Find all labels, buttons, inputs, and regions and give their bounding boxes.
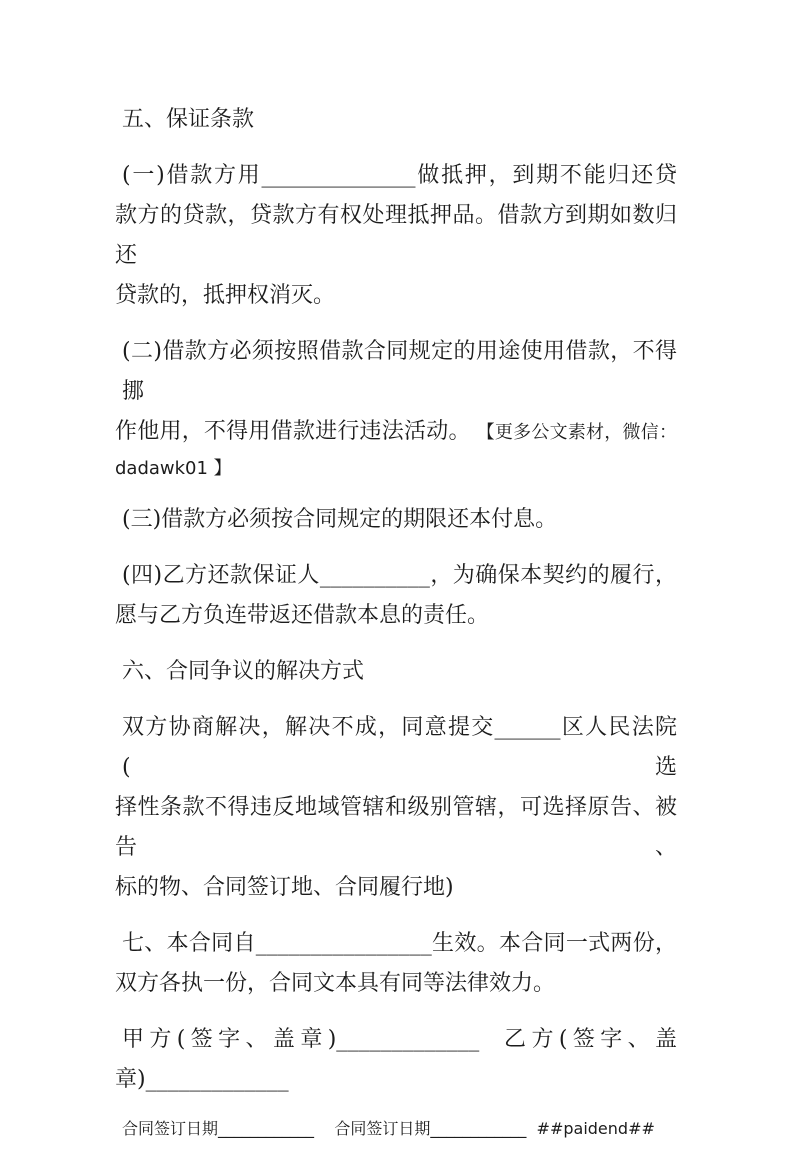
text-segment: 甲方(签字、盖章)_____________ 乙方(签字、盖 (122, 1027, 677, 1052)
document-line (115, 453, 677, 484)
document-line (115, 964, 677, 1004)
text-segment: (四)乙方还款保证人__________，为确保本契约的履行， (122, 563, 677, 588)
text-segment: 择性条款不得违反地域管辖和级别管辖，可选择原告、被告、 (115, 795, 677, 860)
text-segment: (一)借款方用______________做抵押，到期不能归还贷 (122, 163, 677, 188)
document-line (115, 924, 677, 964)
document-line (115, 1060, 677, 1100)
text-segment: 合同签订日期____________ (314, 1119, 527, 1138)
document-line (115, 1020, 677, 1060)
clause-6-body (115, 708, 677, 908)
text-segment: (三)借款方必须按合同规定的期限还本付息。 (122, 507, 558, 532)
clause-5-item-3 (115, 500, 677, 540)
clause-5-item-4 (115, 556, 677, 636)
document-line (115, 708, 677, 788)
document-line (115, 788, 677, 868)
clause-5-item-2 (115, 332, 677, 484)
clause-6-heading (115, 652, 677, 692)
text-segment: 五、保证条款 (122, 107, 255, 132)
clause-5-heading (115, 100, 677, 140)
text-segment: 标的物、合同签订地、合同履行地) (115, 875, 454, 900)
document-line (115, 412, 677, 453)
text-segment: 六、合同争议的解决方式 (122, 659, 365, 684)
text-segment: 七、本合同自________________生效。本合同一式两份， (122, 931, 677, 956)
document-line (115, 1116, 677, 1141)
document-line (115, 556, 677, 596)
document-line (115, 868, 677, 908)
document-line (115, 596, 677, 636)
document-line (115, 156, 677, 196)
document-line (115, 276, 677, 316)
text-segment: 章)_____________ (115, 1067, 289, 1092)
text-segment: 作他用，不得用借款进行违法活动。 (115, 419, 471, 444)
text-segment: 愿与乙方负连带返还借款本息的责任。 (115, 603, 490, 628)
document-line (115, 332, 677, 412)
text-segment: 款方的贷款，贷款方有权处理抵押品。借款方到期如数归还 (115, 203, 677, 268)
signing-date-line (115, 1116, 677, 1141)
document-line (115, 500, 677, 540)
text-segment: ##paidend## (526, 1119, 655, 1138)
text-segment: dadawk01 】 (115, 458, 232, 479)
text-segment: 双方协商解决，解决不成，同意提交______区人民法院(选 (122, 715, 677, 780)
text-segment: (二)借款方必须按照借款合同规定的用途使用借款，不得挪 (122, 339, 677, 404)
text-segment: 【更多公文素材，微信： (470, 422, 677, 443)
text-segment: 合同签订日期____________ (122, 1119, 315, 1138)
signature-line (115, 1020, 677, 1100)
document-line (115, 652, 677, 692)
clause-7 (115, 924, 677, 1004)
clause-5-item-1 (115, 156, 677, 316)
document-content (115, 100, 677, 1157)
document-line (115, 196, 677, 276)
text-segment: 双方各执一份，合同文本具有同等法律效力。 (115, 971, 556, 996)
document-line (115, 100, 677, 140)
text-segment: 贷款的，抵押权消灭。 (115, 283, 336, 308)
